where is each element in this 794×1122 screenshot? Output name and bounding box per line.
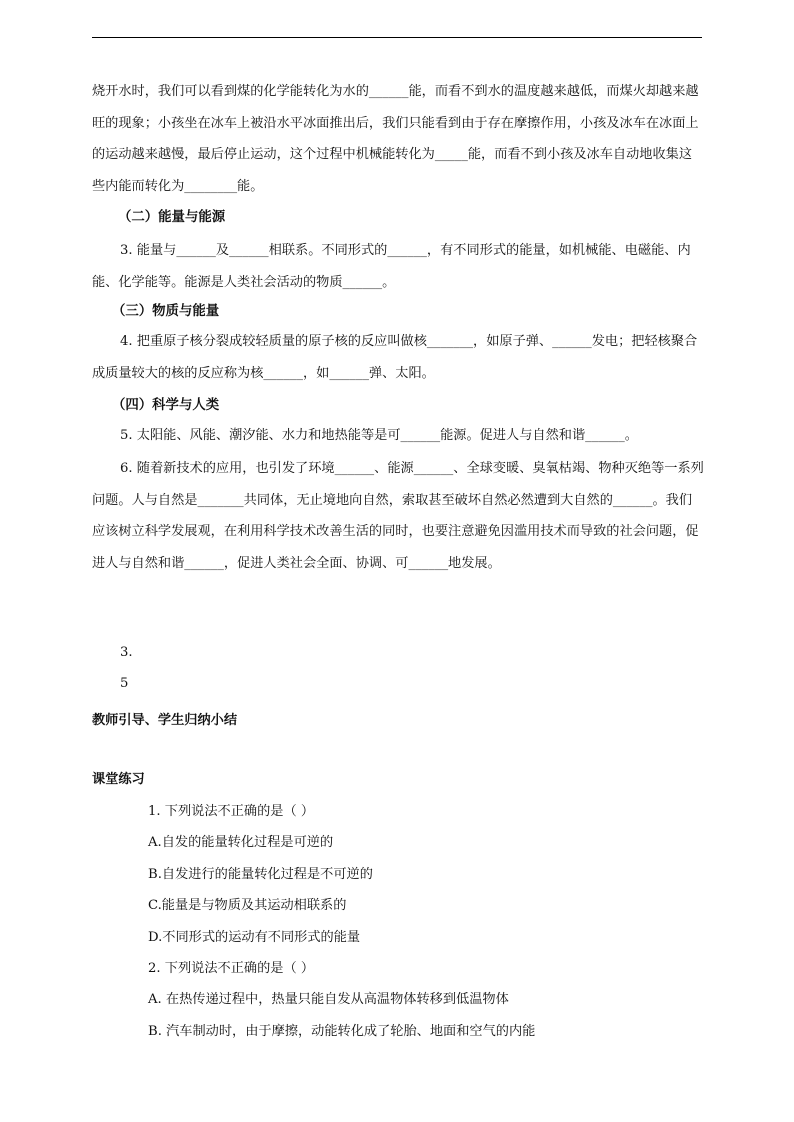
summary-heading: 教师引导、学生归纳小结 xyxy=(92,713,238,728)
section-heading-science-humanity: （四）科学与人类 xyxy=(112,398,220,413)
question-1-option-a: A.自发的能量转化过程是可逆的 xyxy=(148,835,334,850)
paragraph-item-5: 5. 太阳能、风能、潮汐能、水力和地热能等是可______能源。促进人与自然和谐______。 xyxy=(120,428,638,443)
question-1: 1. 下列说法不正确的是（ ） xyxy=(148,804,315,819)
number-label-5: 5 xyxy=(120,676,129,691)
paragraph-item-3: 3. 能量与______及______相联系。不同形式的______，有不同形式的能量，如机械能、电磁能、内能、化学能等。能源是人类社会活动的物质______。 xyxy=(92,243,691,290)
paragraph-item-6: 6. 随着新技术的应用，也引发了环境______、能源______、全球变暖、臭氧枯竭、物种灭绝等一系列问题。人与自然是_______共同体，无止境地向自然，索取甚至破坏自然必然遭到大自然的______。我们应该树立科学发展观，在利用科学技术改善生活的同时，也要注意避免因滥用技术而导致的社会问题，促进人与自然和谐______，促进人类社会全面、协调、可______地发展。 xyxy=(92,461,704,571)
question-1-option-c: C.能量是与物质及其运动相联系的 xyxy=(148,898,347,913)
question-2-option-a: A. 在热传递过程中，热量只能自发从高温物体转移到低温物体 xyxy=(148,992,509,1007)
question-1-option-d: D.不同形式的运动有不同形式的能量 xyxy=(148,930,361,945)
paragraph-energy-conversion: 烧开水时，我们可以看到煤的化学能转化为水的______能，而看不到水的温度越来越低，而煤火却越来越旺的现象；小孩坐在冰车上被沿水平冰面推出后，我们只能看到由于存在摩擦作用，小孩及冰车在冰面上的运动越来越慢，最后停止运动，这个过程中机械能转化为_____能，而看不到小孩及冰车自动地收集这些内能而转化为________能。 xyxy=(92,84,699,194)
section-heading-energy-sources: （二）能量与能源 xyxy=(118,210,226,225)
question-2-option-b: B. 汽车制动时，由于摩擦，动能转化成了轮胎、地面和空气的内能 xyxy=(148,1024,536,1039)
header-rule xyxy=(92,37,702,38)
question-2: 2. 下列说法不正确的是（ ） xyxy=(148,961,315,976)
paragraph-item-4: 4. 把重原子核分裂成较轻质量的原子核的反应叫做核_______，如原子弹、______发电；把轻核聚合成质量较大的核的反应称为核______，如______弹、太阳。 xyxy=(92,334,698,381)
section-heading-matter-energy: （三）物质与能量 xyxy=(112,304,220,319)
question-1-option-b: B.自发进行的能量转化过程是不可逆的 xyxy=(148,867,373,882)
number-label-3: 3. xyxy=(120,645,133,660)
practice-heading: 课堂练习 xyxy=(92,772,145,787)
